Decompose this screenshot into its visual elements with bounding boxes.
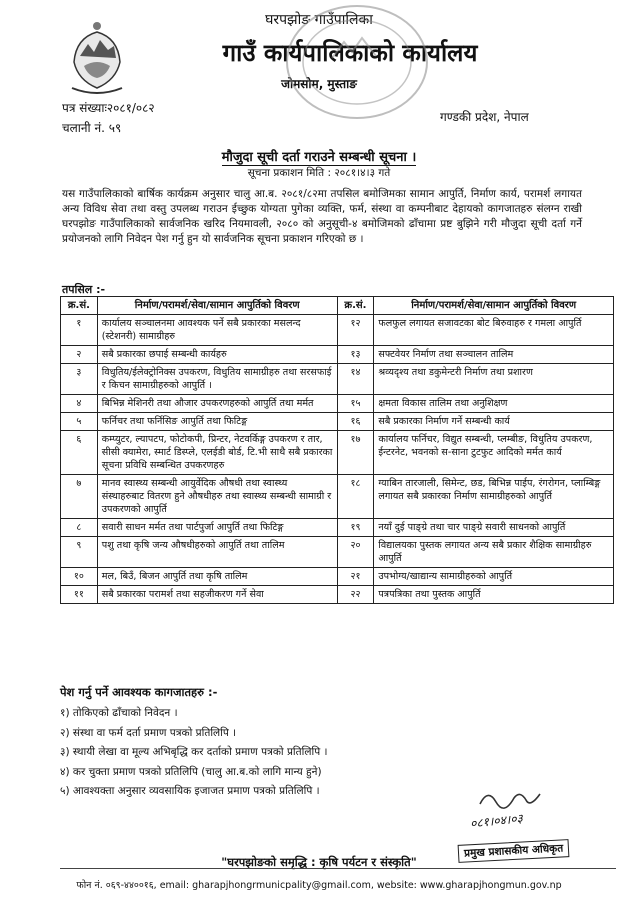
schedule-header-row	[61, 297, 614, 315]
notice-body: यस गाउँपालिकाको बार्षिक कार्यक्रम अनुसार चालु आ.ब. २०८१/८२मा तपसिल बमोजिमका सामान आपुर्ति, निर्माण कार्य, परामर्श लगायत अन्य विविध सेवा तथा वस्तु उपलब्ध गराउन ईच्छुक योग्यता पुगेका व्यक्ति, फर्म, संस्था वा कम्पनीबाट देहायको कागजातहरु संलग्न राखी घरपझोङ गाउँपालिकाको सार्वजनिक खरिद नियमावली, २०८० को अनुसूची-४ बमोजिमको ढाँचामा प्रष्ट बुझिने गरी मौजुदा सूची दर्ता गर्ने प्रयोजनको लागि निवेदन पेश गर्नु हुन यो सार्वजनिक सूचना प्रकाशन गरिएको छ ।	[62, 188, 582, 245]
table-row	[61, 364, 614, 395]
list-item: ५) आवश्यक्ता अनुसार व्यवसायिक इजाजत प्रमाण पत्रको प्रतिलिपि ।	[60, 785, 320, 797]
reference-block	[62, 98, 155, 138]
description-cell: मल, बिउँ, बिजन आपुर्ति तथा कृषि तालिम	[97, 568, 337, 586]
table-row	[61, 431, 614, 475]
column-header: क्र.सं.	[61, 297, 98, 315]
footer-contact: फोन नं. ०६९-४४००१६, email: gharapjhongrmunicpality@gmail.com, website: www.gharapjhongmun.gov.np	[76, 880, 562, 891]
table-row	[61, 413, 614, 431]
serial-number-cell: १७	[337, 431, 374, 475]
table-row	[61, 475, 614, 519]
office-location: जोमसोम, मुस्ताङ	[281, 77, 357, 91]
documents-title: पेश गर्नु पर्ने आवश्यक कागजातहरु :-	[60, 685, 218, 699]
table-row	[61, 346, 614, 364]
signature-date: ०८१।०४।०३	[469, 811, 524, 831]
serial-number-cell: २१	[337, 568, 374, 586]
list-item: १) तोकिएको ढाँचाको निवेदन ।	[60, 707, 178, 719]
description-cell: फलफुल लगायत सजावटका बोट बिरुवाहरु र गमला आपुर्ति	[374, 315, 614, 346]
footer-slogan: "घरपझोङको समृद्धि : कृषि पर्यटन र संस्कृति"	[221, 855, 417, 869]
serial-number-cell: १२	[337, 315, 374, 346]
serial-number-cell: १०	[61, 568, 98, 586]
description-cell: पत्रपत्रिका तथा पुस्तक आपुर्ति	[374, 586, 614, 604]
description-cell: सबै प्रकारका छपाई सम्बन्धी कार्यहरु	[97, 346, 337, 364]
description-cell: सफ्टवेयर निर्माण तथा सञ्चालन तालिम	[374, 346, 614, 364]
schedule-body	[61, 315, 614, 604]
table-row	[61, 568, 614, 586]
description-cell: उपभोग्य/खाद्यान्य सामाग्रीहरुको आपुर्ति	[374, 568, 614, 586]
serial-number-cell: ५	[61, 413, 98, 431]
column-header: निर्माण/परामर्श/सेवा/सामान आपुर्तिको विवरण	[97, 297, 337, 315]
letter-number: पत्र संख्याः२०८१/०८२	[62, 101, 155, 115]
province-name: गण्डकी प्रदेश, नेपाल	[440, 110, 529, 124]
description-cell: कार्यालय सञ्चालनमा आवश्यक पर्ने सबै प्रकारका मसलन्द (स्टेशनरी) सामाग्रीहरु	[97, 315, 337, 346]
serial-number-cell: १४	[337, 364, 374, 395]
schedule-label: तपसिल :-	[62, 283, 106, 296]
description-cell: सबै प्रकारका परामर्श तथा सहजीकरण गर्ने सेवा	[97, 586, 337, 604]
serial-number-cell: १३	[337, 346, 374, 364]
description-cell: सवारी साधन मर्मत तथा पार्टपुर्जा आपुर्ति तथा फिटिङ्ग	[97, 519, 337, 537]
publication-date: सूचना प्रकाशन मिति : २०८१।४।३ गते	[247, 167, 391, 179]
description-cell: कम्प्युटर, ल्यापटप, फोटोकपी, प्रिन्टर, नेटवर्किङ्ग उपकरण र तार, सीसी क्यामेरा, स्मार्ट डिस्प्ले, एलईडी बोर्ड, टि.भी साथै सबै प्रकारका सूचना प्रविधि सम्बन्धित उपकरणहरु	[97, 431, 337, 475]
description-cell: मानव स्वास्थ्य सम्बन्धी आयुर्वेदिक औषधी तथा स्वास्थ्य संस्थाहरुबाट वितरण हुने औषधीहरु तथा स्वास्थ्य सम्बन्धी सामाग्री र उपकरणको आपुर्ति	[97, 475, 337, 519]
serial-number-cell: २२	[337, 586, 374, 604]
description-cell: विद्यालयका पुस्तक लगायत अन्य सबै प्रकार शैक्षिक सामाग्रीहरु आपुर्ति	[374, 537, 614, 568]
serial-number-cell: १६	[337, 413, 374, 431]
serial-number-cell: १८	[337, 475, 374, 519]
serial-number-cell: ११	[61, 586, 98, 604]
column-header: निर्माण/परामर्श/सेवा/सामान आपुर्तिको विवरण	[374, 297, 614, 315]
serial-number-cell: ६	[61, 431, 98, 475]
notice-title-text: मौजुदा सूची दर्ता गराउने सम्बन्धी सूचना ।	[221, 150, 417, 165]
description-cell: सबै प्रकारका निर्माण गर्ने सम्बन्धी कार्य	[374, 413, 614, 431]
serial-number-cell: १	[61, 315, 98, 346]
description-cell: विधुतिय/ईलेक्ट्रोनिक्स उपकरण, विधुतिय सामाग्रीहरु तथा सरसफाई र किचन सामाग्रीहरुको आपुर्ति ।	[97, 364, 337, 395]
serial-number-cell: २०	[337, 537, 374, 568]
list-item: ३) स्थायी लेखा वा मूल्य अभिबृद्धि कर दर्ताको प्रमाण पत्रको प्रतिलिपि ।	[60, 746, 328, 758]
table-row	[61, 315, 614, 346]
footer-divider	[60, 868, 616, 869]
description-cell: पशु तथा कृषि जन्य औषधीहरुको आपुर्ति तथा तालिम	[97, 537, 337, 568]
description-cell: क्षमता विकास तालिम तथा अनुशिक्षण	[374, 395, 614, 413]
schedule-table	[60, 296, 614, 604]
serial-number-cell: ८	[61, 519, 98, 537]
municipality-name: घरपझोङ गाउँपालिका	[265, 12, 373, 28]
description-cell: कार्यालय फर्निचर, विद्युत सम्बन्धी, प्लम्बीङ, विधुतिय उपकरण, ईन्टरनेट, भवनको स-साना टुटफुट आदिको मर्मत कार्य	[374, 431, 614, 475]
description-cell: बिभिन्न मेशिनरी तथा औजार उपकरणहरुको आपुर्ति तथा मर्मत	[97, 395, 337, 413]
serial-number-cell: १५	[337, 395, 374, 413]
description-cell: फर्निचर तथा फर्निसिङ आपुर्ति तथा फिटिङ्ग	[97, 413, 337, 431]
serial-number-cell: १९	[337, 519, 374, 537]
table-row	[61, 395, 614, 413]
serial-number-cell: २	[61, 346, 98, 364]
description-cell: नयाँ दुई पाङ्ग्रे तथा चार पाङ्ग्रे सवारी साधनको आपुर्ति	[374, 519, 614, 537]
notice-title	[0, 147, 638, 165]
serial-number-cell: ३	[61, 364, 98, 395]
list-item: ४) कर चुक्ता प्रमाण पत्रको प्रतिलिपि (चालु आ.ब.को लागि मान्य हुने)	[60, 765, 322, 778]
table-row	[61, 519, 614, 537]
dispatch-number: चलानी नं. ५९	[62, 121, 122, 135]
description-cell: ग्याबिन तारजाली, सिमेन्ट, छड, बिभिन्न पाईप, रंगरोगन, प्लाम्बिङ्ग लगायत सबै प्रकारका निर्माण सामाग्रीहरुको आपुर्ति	[374, 475, 614, 519]
table-row	[61, 537, 614, 568]
handwritten-signature-icon	[470, 780, 580, 840]
officer-title-stamp: प्रमुख प्रशासकीय अधिकृत	[458, 839, 570, 863]
serial-number-cell: ९	[61, 537, 98, 568]
table-row	[61, 586, 614, 604]
list-item: २) संस्था वा फर्म दर्ता प्रमाण पत्रको प्रतिलिपि ।	[60, 726, 237, 739]
office-seal-icon	[272, 0, 442, 130]
column-header: क्र.सं.	[337, 297, 374, 315]
serial-number-cell: ४	[61, 395, 98, 413]
description-cell: श्रव्यदृश्य तथा डकुमेन्टरी निर्माण तथा प्रशारण	[374, 364, 614, 395]
documents-list	[60, 704, 327, 802]
office-name: गाउँ कार्यपालिकाको कार्यालय	[222, 39, 478, 67]
serial-number-cell: ७	[61, 475, 98, 519]
